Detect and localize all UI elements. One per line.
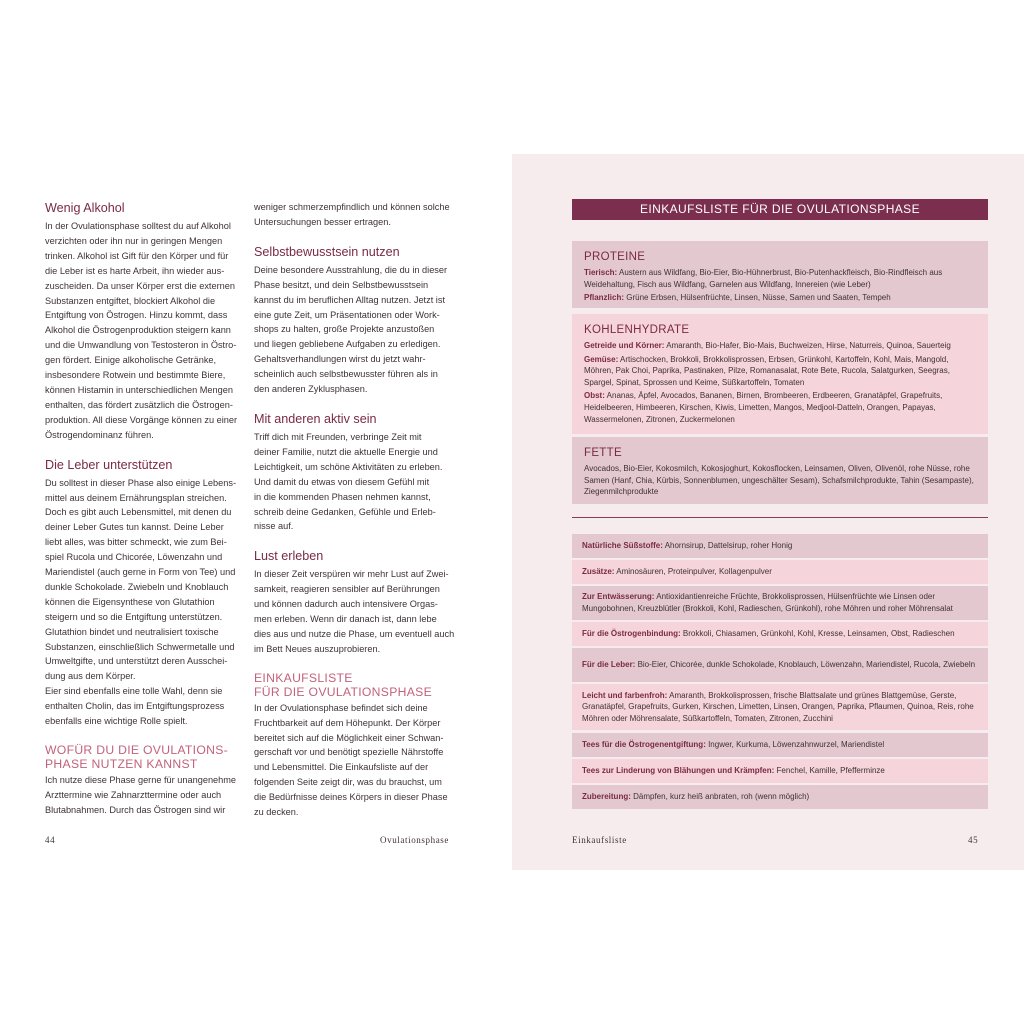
row-text: Amaranth, Brokkolisprossen, frische Blattsalate und grünes Blattgemüse, Gerste, Granatäpfel, Grapefruits, Gurken, Kirschen, Limetten, Linsen, Orangen, Paprika, Pflaumen, Quinoa, Reis, rohe Möhren oder Möhrensalate, Süßkartoffeln, Tomaten, Zitronen, Zucchini xyxy=(582,690,974,723)
line-text: Grüne Erbsen, Hülsenfrüchte, Linsen, Nüsse, Samen und Saaten, Tempeh xyxy=(624,293,891,303)
line-label: Getreide und Körner: xyxy=(584,341,665,350)
category-title: KOHLENHYDRATE xyxy=(584,324,690,336)
row-text: Fenchel, Kamille, Pfefferminze xyxy=(774,766,885,776)
line-text: Artischocken, Brokkoli, Brokkolisprossen, Erbsen, Grünkohl, Kartoffeln, Kohl, Mais, Mangold, Möhren, Pak Choi, Paprika, Pastinaken, Pilze, Romanasalat, Rote Bete, Rucola, Salatgurken, Seegras, Spargel, Spinat, Sprossen und Keime, Süßkartoffeln, Tomaten xyxy=(584,354,950,387)
section-heading: Wenig Alkohol xyxy=(45,201,125,215)
section-lust xyxy=(254,548,458,656)
row-text: Antioxidantienreiche Früchte, Brokkolisprossen, Hülsenfrüchte wie Linsen oder Mungobohnen, Kreuzblütler (Brokkoli, Kohl, Radieschen, Grünkohl), rohe Möhren und roher Möhrensalat xyxy=(582,592,953,613)
row-label: Tees zur Linderung von Blähungen und Krämpfen: xyxy=(582,766,775,776)
row-text: Ingwer, Kurkuma, Löwenzahnwurzel, Mariendistel xyxy=(705,740,885,750)
row-content xyxy=(582,739,884,751)
category-title: FETTE xyxy=(584,447,622,459)
section-heading: Mit anderen aktiv sein xyxy=(254,411,377,426)
section-continued xyxy=(254,200,458,230)
list-row xyxy=(572,648,988,682)
list-row xyxy=(572,684,988,730)
line-text: Amaranth, Bio-Hafer, Bio-Mais, Buchweizen, Hirse, Naturreis, Quinoa, Sauerteig xyxy=(664,341,951,350)
section-heading: Selbstbewusstsein nutzen xyxy=(254,244,400,259)
list-row xyxy=(572,733,988,757)
list-row xyxy=(572,622,988,646)
section-divider xyxy=(572,517,988,518)
row-content xyxy=(582,659,975,671)
line-text: Ananas, Äpfel, Avocados, Bananen, Birnen, Brombeeren, Erdbeeren, Granatäpfel, Grapefruits, Heidelbeeren, Himbeeren, Kirschen, Kiwis, Limetten, Mangos, Medjool-Datteln, Orangen, Papayas, Wassermelonen, Zitronen, Zuckermelonen xyxy=(584,391,943,424)
row-content xyxy=(582,540,792,552)
line-label: Obst: xyxy=(584,391,605,401)
section-wenig-alkohol xyxy=(45,200,257,443)
list-row xyxy=(572,534,988,558)
running-head-left: Ovulationsphase xyxy=(380,835,449,845)
line-text: Austern aus Wildfang, Bio-Eier, Bio-Hühnerbrust, Bio-Putenhackfleisch, Bio-Rindfleisch aus Weidehaltung, Fisch aus Wildfang, Garnelen aus Wildfang, Innereien (wie Leber) xyxy=(584,268,943,289)
category-line xyxy=(584,267,976,290)
list-row xyxy=(572,785,988,809)
running-head-right: Einkaufsliste xyxy=(572,835,627,845)
row-text: Aminosäuren, Proteinpulver, Kollagenpulver xyxy=(614,567,772,577)
category-line xyxy=(584,340,976,352)
section-einkaufsliste-intro xyxy=(254,671,458,820)
section-caps-heading: WOFÜR DU DIE OVULATIONS- PHASE NUTZEN KANNST xyxy=(45,743,229,771)
row-content xyxy=(582,591,978,614)
list-row xyxy=(572,560,988,584)
line-label: Tierisch: xyxy=(584,268,618,277)
category-fette xyxy=(572,437,988,504)
section-text: Triff dich mit Freunden, verbringe Zeit mit deiner Familie, nutzt die aktuelle Energie und Leichtigkeit, um schöne Aktivitäten zu erleben. Und damit du etwas von diesem Gefühl mit in die kommenden Phasen nehmen kannst, schreib deine Gedanken, Gefühle und Erleb- nisse auf. xyxy=(254,431,443,532)
left-column-2 xyxy=(254,200,458,834)
section-leber xyxy=(45,457,257,729)
row-label: Zusätze: xyxy=(582,567,615,577)
row-content xyxy=(582,791,809,803)
category-line xyxy=(584,390,976,425)
list-row xyxy=(572,586,988,620)
row-text: Bio-Eier, Chicorée, dunkle Schokolade, Knoblauch, Löwenzahn, Mariendistel, Rucola, Zwiebeln xyxy=(635,660,976,670)
section-heading: Die Leber unterstützen xyxy=(45,457,173,472)
row-label: Für die Leber: xyxy=(582,660,636,670)
row-content xyxy=(582,628,955,640)
section-aktiv xyxy=(254,411,458,534)
row-content xyxy=(582,765,885,777)
section-text: Du solltest in dieser Phase also einige Lebens- mittel aus deinem Ernährungsplan streichen. Doch es gibt auch Lebensmittel, mit denen du deiner Leber Gutes tun kannst. Deine Leber liebt alles, was bitter schmeckt, wie zum Bei- spiel Rucola und Chicorée, Löwenzahn und Mariendistel (auch gerne in Form von Tee) und dunkle Schokolade. Zwiebeln und Knoblauch können die Eigensynthese von Glutathion steigern und so die Entgiftung unterstützen. Glutathion bindet und neutralisiert toxische Substanzen, einschließlich Schwermetalle und Umweltgifte, und unterstützt deren Ausschei- dung aus dem Körper. Eier sind ebenfalls eine tolle Wahl, denn sie enthalten Cholin, das im Entgiftungsprozess ebenfalls eine wichtige Rolle spielt. xyxy=(45,477,237,727)
section-wofuer xyxy=(45,743,257,818)
line-label: Gemüse: xyxy=(584,354,619,364)
row-text: Ahornsirup, Dattelsirup, roher Honig xyxy=(662,541,793,551)
row-label: Zur Entwässerung: xyxy=(582,592,655,602)
list-row xyxy=(572,759,988,783)
left-column-1 xyxy=(45,200,257,832)
section-text: In dieser Zeit verspüren wir mehr Lust auf Zwei- samkeit, reagieren sensibler auf Berührungen und können dadurch auch intensivere Orgas- men erleben. Wenn dir danach ist, dann lebe dies aus und nutze die Phase, um eventuell auch im Bett Neues auszuprobieren. xyxy=(254,569,455,654)
section-heading: Lust erleben xyxy=(254,549,324,564)
line-text: Avocados, Bio-Eier, Kokosmilch, Kokosjoghurt, Kokosflocken, Leinsamen, Oliven, Olivenöl, rohe Nüsse, rohe Samen (Hanf, Chia, Kürbis, Sonnenblumen, ungeschälter Sesam), Schafsmilchprodukte, Tahin (Sesampaste), Ziegenmilchprodukte xyxy=(584,464,974,497)
shopping-list-title: EINKAUFSLISTE FÜR DIE OVULATIONSPHASE xyxy=(572,199,988,220)
row-content xyxy=(582,566,772,578)
category-kohlenhydrate xyxy=(572,314,988,434)
section-text: Ich nutze diese Phase gerne für unangenehme Arzttermine wie Zahnarzttermine oder auch Blutabnahmen. Durch das Östrogen sind wir xyxy=(45,775,237,815)
row-label: Leicht und farbenfroh: xyxy=(582,690,668,700)
category-line xyxy=(584,292,976,304)
row-label: Für die Östrogenbindung: xyxy=(582,629,681,639)
section-selbstbewusstsein xyxy=(254,244,458,397)
page-number-right: 45 xyxy=(968,835,979,845)
row-label: Zubereitung: xyxy=(582,792,631,802)
section-caps-heading: EINKAUFSLISTE FÜR DIE OVULATIONSPHASE xyxy=(254,670,433,699)
category-line xyxy=(584,463,976,498)
page-number-left: 44 xyxy=(45,835,56,845)
category-line xyxy=(584,354,976,389)
line-label: Pflanzlich: xyxy=(584,293,625,303)
row-content xyxy=(582,690,978,725)
row-label: Tees für die Östrogenentgiftung: xyxy=(582,740,706,750)
section-text: weniger schmerzempfindlich und können solche Untersuchungen besser ertragen. xyxy=(254,202,450,227)
category-title: PROTEINE xyxy=(584,251,646,263)
row-text: Brokkoli, Chiasamen, Grünkohl, Kohl, Kresse, Leinsamen, Obst, Radieschen xyxy=(680,629,955,639)
category-proteine xyxy=(572,241,988,308)
section-text: Deine besondere Ausstrahlung, die du in dieser Phase besitzt, und dein Selbstbewusstsein kannst du im beruflichen Alltag nutzen. Jetzt ist eine gute Zeit, um Präsentationen oder Work- shops zu halten, große Projekte anzustoßen und liegen gebliebene Aufgaben zu erledigen. Gehaltsverhandlungen wirst du jetzt wahr- scheinlich auch selbstbewusster führen als in den anderen Zyklusphasen. xyxy=(254,264,448,395)
row-label: Natürliche Süßstoffe: xyxy=(582,541,663,551)
section-text: In der Ovulationsphase befindet sich deine Fruchtbarkeit auf dem Höhepunkt. Der Körper bereitet sich auf die Möglichkeit einer Schwan- gerschaft vor und benötigt spezielle Nährstoffe und Lebensmittel. Die Einkaufsliste auf der folgenden Seite zeigt dir, was du brauchst, um die Bedürfnisse deines Körpers in dieser Phase zu decken. xyxy=(254,702,448,818)
section-text: In der Ovulationsphase solltest du auf Alkohol verzichten oder ihn nur in geringen Mengen trinken. Alkohol ist Gift für den Körper und für die Leber ist es harte Arbeit, ihn wieder aus- zuscheiden. Da unser Körper erst die externen Substanzen entgiftet, blockiert Alkohol die Entgiftung von Östrogen. Hinzu kommt, dass Alkohol die Östrogenproduktion steigern kann und die Umwandlung von Testosteron in Östro- gen fördert. Einige alkoholische Getränke, insbesondere Rotwein und bestimmte Biere, können Histamin in unterschiedlichen Mengen enthalten, das fördert zusätzlich die Östrogen- produktion. All diese Vorgänge können zu einer Östrogendominanz führen. xyxy=(45,221,238,440)
row-text: Dämpfen, kurz heiß anbraten, roh (wenn möglich) xyxy=(630,792,810,802)
